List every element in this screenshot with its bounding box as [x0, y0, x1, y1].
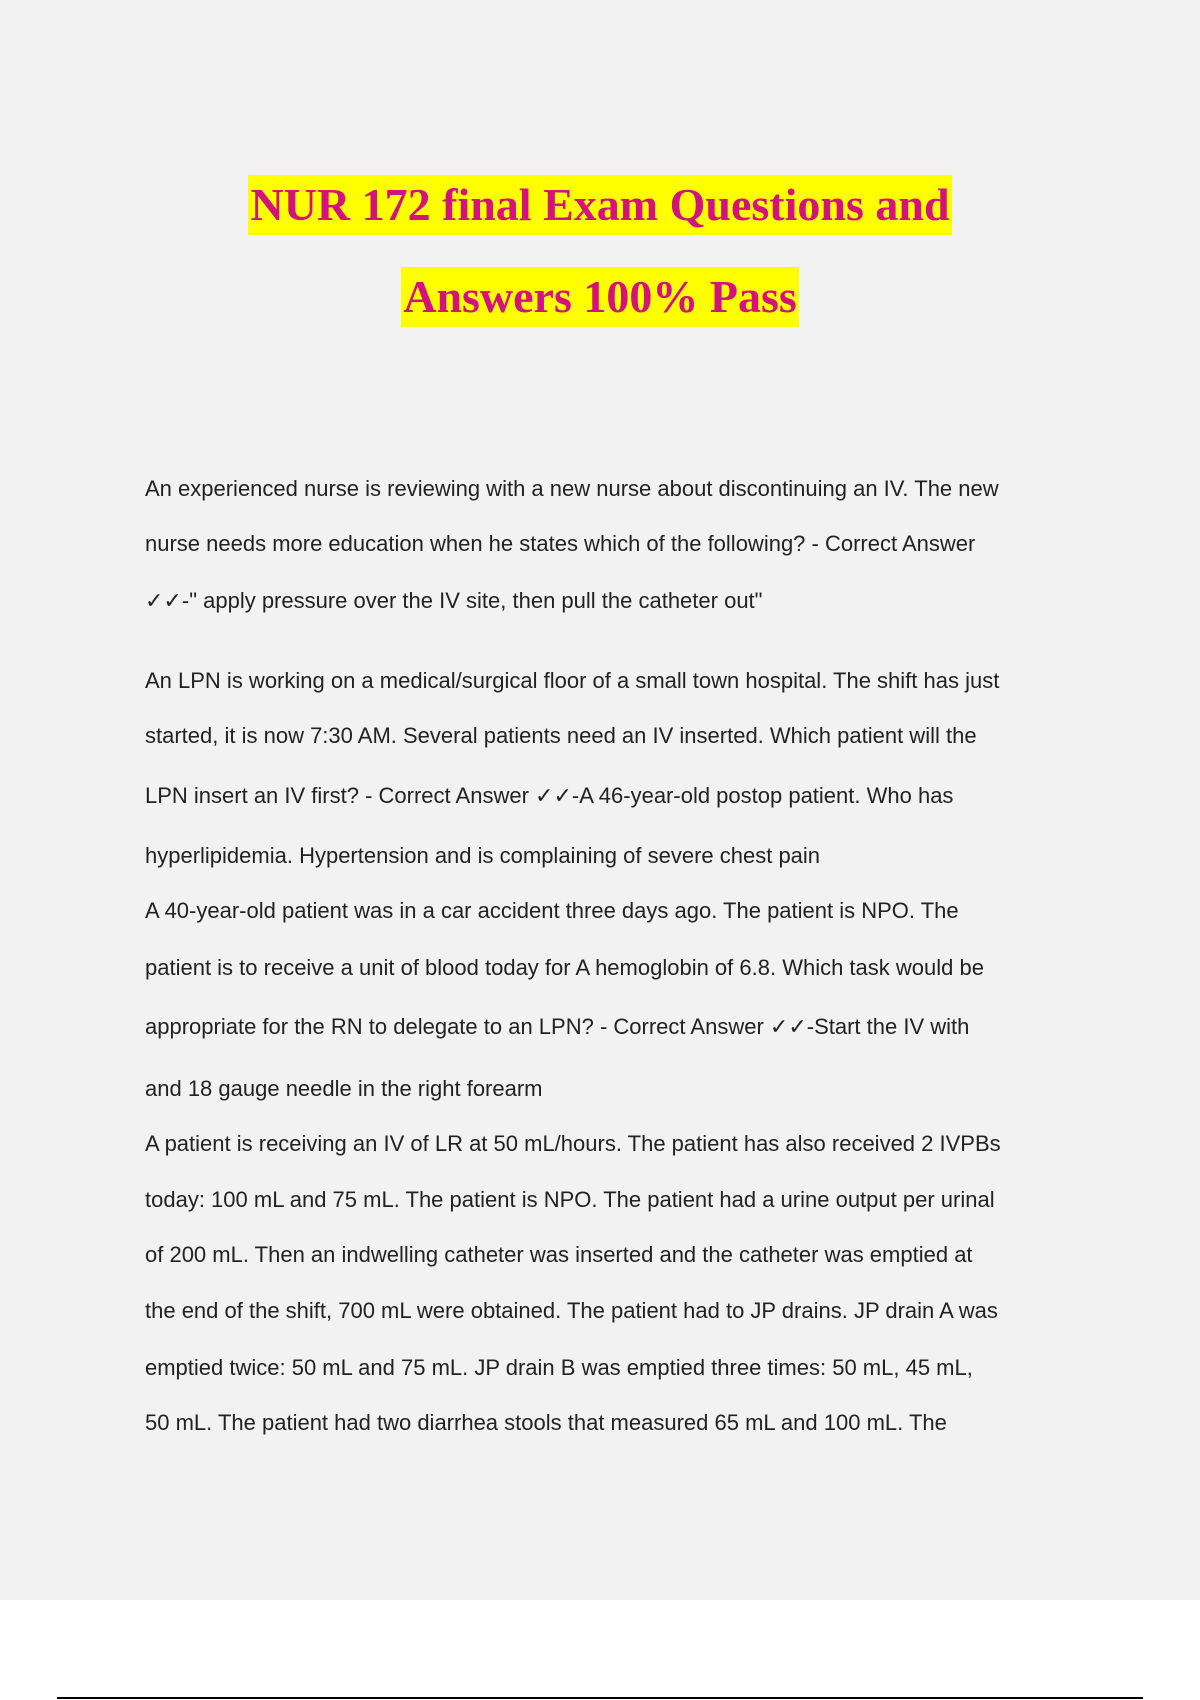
body-line: patient is to receive a unit of blood today for A hemoglobin of 6.8. Which task would be — [145, 955, 984, 980]
body-line: A 40-year-old patient was in a car accident three days ago. The patient is NPO. The — [145, 898, 959, 923]
body-line: 50 mL. The patient had two diarrhea stools that measured 65 mL and 100 mL. The — [145, 1410, 947, 1435]
body-line: of 200 mL. Then an indwelling catheter was inserted and the catheter was emptied at — [145, 1242, 973, 1267]
body-line: the end of the shift, 700 mL were obtained. The patient had to JP drains. JP drain A was — [145, 1298, 998, 1323]
page-divider — [57, 1697, 1143, 1699]
document-title — [0, 170, 1200, 354]
body-line: and 18 gauge needle in the right forearm — [145, 1076, 543, 1101]
title-line-2 — [0, 262, 1200, 354]
body-line: emptied twice: 50 mL and 75 mL. JP drain B was emptied three times: 50 mL, 45 mL, — [145, 1355, 973, 1380]
body-line: nurse needs more education when he states which of the following? - Correct Answer — [145, 531, 976, 556]
body-line: ✓✓-" apply pressure over the IV site, then pull the catheter out" — [145, 588, 763, 613]
body-line: started, it is now 7:30 AM. Several patients need an IV inserted. Which patient will the — [145, 723, 977, 748]
title-text-2: Answers 100% Pass — [401, 267, 799, 327]
body-line: LPN insert an IV first? - Correct Answer ✓✓-A 46-year-old postop patient. Who has — [145, 783, 954, 808]
body-line: A patient is receiving an IV of LR at 50 mL/hours. The patient has also received 2 IVPBs — [145, 1131, 1001, 1156]
body-line: today: 100 mL and 75 mL. The patient is NPO. The patient had a urine output per urinal — [145, 1187, 995, 1212]
body-line: An experienced nurse is reviewing with a new nurse about discontinuing an IV. The new — [145, 476, 999, 501]
title-text-1: NUR 172 final Exam Questions and — [248, 175, 951, 235]
body-line: appropriate for the RN to delegate to an LPN? - Correct Answer ✓✓-Start the IV with — [145, 1014, 970, 1039]
title-line-1 — [0, 170, 1200, 262]
body-line: An LPN is working on a medical/surgical floor of a small town hospital. The shift has just — [145, 668, 1000, 693]
body-line: hyperlipidemia. Hypertension and is complaining of severe chest pain — [145, 843, 821, 868]
